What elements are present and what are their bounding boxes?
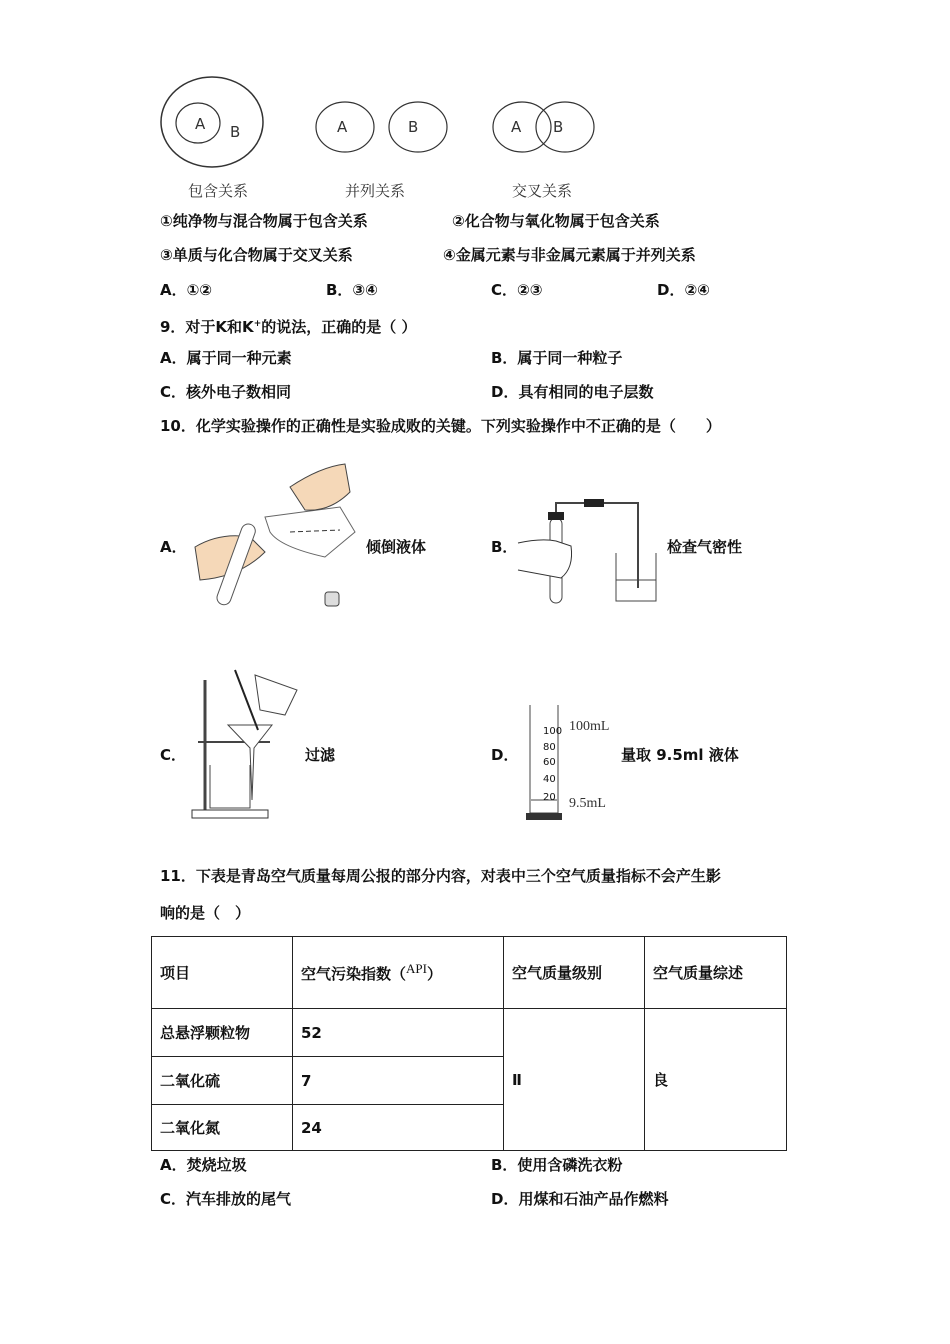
q9-stem-sup: + xyxy=(253,319,262,329)
q11-option-c[interactable]: C．汽车排放的尾气 xyxy=(160,1190,292,1208)
cell-item: 二氧化氮 xyxy=(152,1105,293,1151)
q10-stem: 10．化学实验操作的正确性是实验成败的关键。下列实验操作中不正确的是（ ） xyxy=(160,417,721,435)
q11-stem-line1: 11．下表是青岛空气质量每周公报的部分内容，对表中三个空气质量指标不会产生影 xyxy=(160,867,721,885)
cylinder-tick-60: 60 xyxy=(543,757,556,768)
header-item: 项目 xyxy=(152,937,293,1009)
venn-inclusion-diagram xyxy=(160,75,280,170)
cylinder-tick-100: 100 xyxy=(543,726,563,737)
q10-option-a-caption: 倾倒液体 xyxy=(366,538,427,556)
cell-api: 24 xyxy=(293,1105,504,1151)
pouring-liquid-illustration xyxy=(190,462,360,612)
venn-intersect-diagram xyxy=(492,100,602,155)
cell-level: Ⅱ xyxy=(504,1009,645,1151)
q8-option-d[interactable]: D．②④ xyxy=(657,281,710,299)
q8-option-c[interactable]: C．②③ xyxy=(491,281,543,299)
q10-option-b-letter[interactable]: B． xyxy=(491,538,518,556)
q11-stem-line2: 响的是（ ） xyxy=(160,904,251,922)
q10-option-a-letter[interactable]: A． xyxy=(160,538,187,556)
header-api-abbr: API xyxy=(406,961,427,976)
cell-api: 52 xyxy=(293,1009,504,1057)
q9-option-d[interactable]: D．具有相同的电子层数 xyxy=(491,383,654,401)
q10-option-c-caption: 过滤 xyxy=(305,746,336,764)
q9-option-b[interactable]: B．属于同一种粒子 xyxy=(491,349,623,367)
cylinder-bottom-label: 9.5mL xyxy=(569,796,606,811)
q10-option-b-caption: 检查气密性 xyxy=(667,538,743,556)
q9-option-c[interactable]: C．核外电子数相同 xyxy=(160,383,292,401)
table-row xyxy=(152,1009,787,1057)
cell-item: 总悬浮颗粒物 xyxy=(152,1009,293,1057)
header-level: 空气质量级别 xyxy=(504,937,645,1009)
q10-option-d-caption: 量取 9.5ml 液体 xyxy=(621,746,739,764)
cylinder-tick-80: 80 xyxy=(543,742,556,753)
q8-statement-3: ③单质与化合物属于交叉关系 xyxy=(160,246,353,264)
header-api-text: 空气污染指数（ xyxy=(301,965,407,983)
venn-label-a: A xyxy=(195,115,206,133)
airtightness-check-illustration xyxy=(516,498,666,608)
cell-item: 二氧化硫 xyxy=(152,1057,293,1105)
cylinder-top-label: 100mL xyxy=(569,719,610,734)
venn-caption-parallel: 并列关系 xyxy=(345,182,406,200)
q11-option-a[interactable]: A．焚烧垃圾 xyxy=(160,1156,247,1174)
q9-option-a[interactable]: A．属于同一种元素 xyxy=(160,349,292,367)
q9-stem xyxy=(160,314,416,337)
venn-caption-intersect: 交叉关系 xyxy=(512,182,573,200)
q8-option-a[interactable]: A．①② xyxy=(160,281,213,299)
q9-stem-post: 的说法，正确的是（ ） xyxy=(261,318,417,336)
venn-label-b: B xyxy=(553,118,564,136)
q11-option-b[interactable]: B．使用含磷洗衣粉 xyxy=(491,1156,623,1174)
q8-statement-2: ②化合物与氧化物属于包含关系 xyxy=(452,212,660,230)
venn-label-a: A xyxy=(337,118,348,136)
header-api-close: ） xyxy=(426,965,442,983)
venn-label-b: B xyxy=(408,118,419,136)
venn-parallel-diagram xyxy=(315,100,455,155)
header-api xyxy=(293,937,504,1009)
venn-label-b: B xyxy=(230,123,241,141)
filtration-illustration xyxy=(190,670,305,825)
venn-caption-inclusion: 包含关系 xyxy=(188,182,249,200)
cylinder-tick-40: 40 xyxy=(543,774,556,785)
cell-api: 7 xyxy=(293,1057,504,1105)
q11-option-d[interactable]: D．用煤和石油产品作燃料 xyxy=(491,1190,669,1208)
q8-statement-4: ④金属元素与非金属元素属于并列关系 xyxy=(443,246,696,264)
q10-option-c-letter[interactable]: C． xyxy=(160,746,187,764)
header-summary: 空气质量综述 xyxy=(645,937,787,1009)
cylinder-tick-20: 20 xyxy=(543,792,556,803)
q9-stem-pre: 9．对于K和K xyxy=(160,318,254,336)
venn-label-a: A xyxy=(511,118,522,136)
q10-option-d-letter[interactable]: D． xyxy=(491,746,519,764)
q8-statement-1: ①纯净物与混合物属于包含关系 xyxy=(160,212,368,230)
cell-summary: 良 xyxy=(645,1009,787,1151)
air-quality-table xyxy=(151,936,787,1151)
q8-option-b[interactable]: B．③④ xyxy=(326,281,378,299)
